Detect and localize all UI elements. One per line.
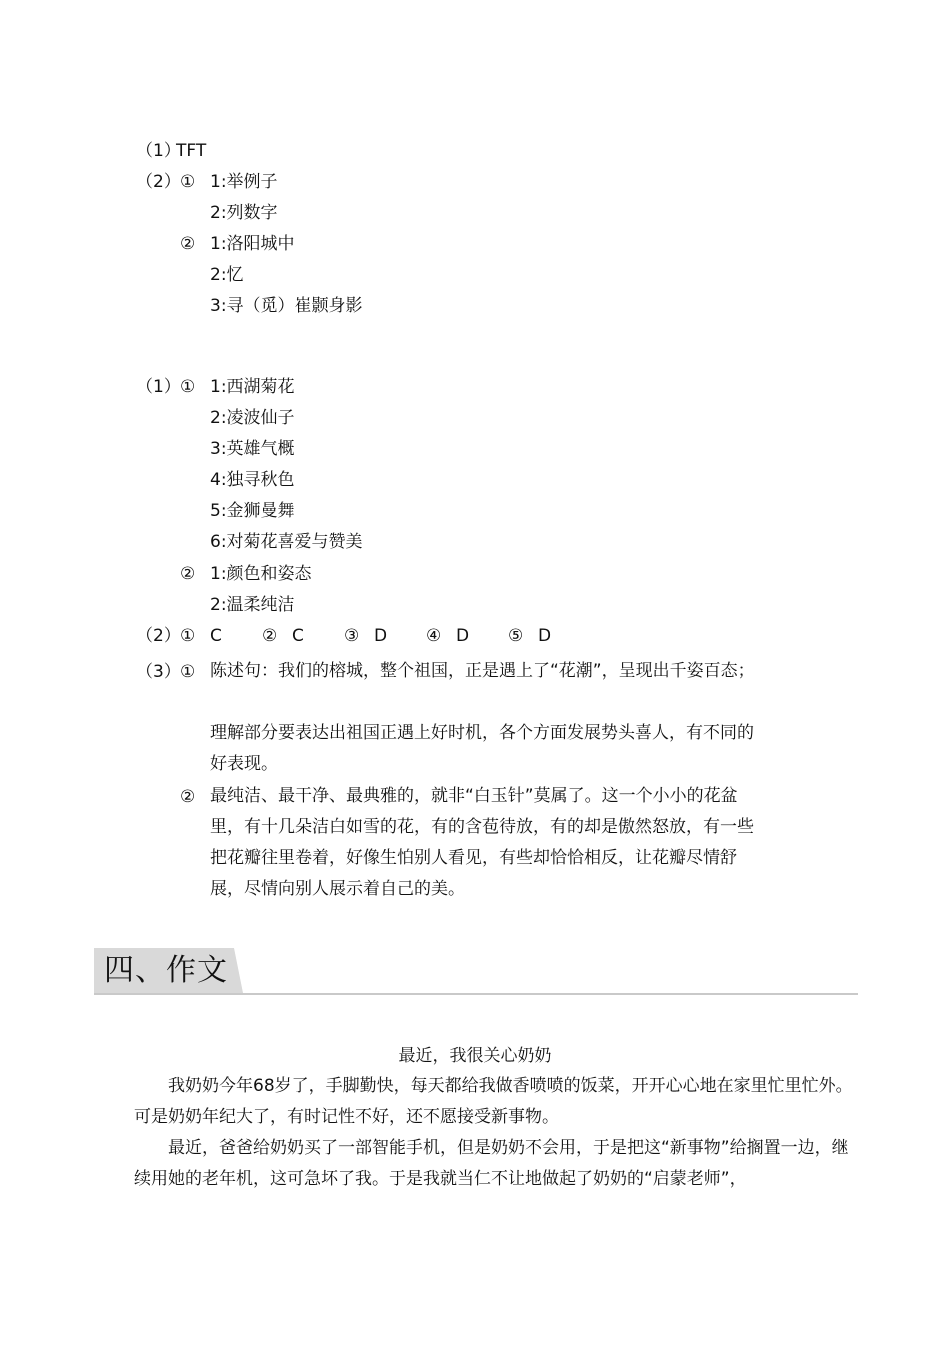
essay-paragraph: 最近，爸爸给奶奶买了一部智能手机，但是奶奶不会用，于是把这“新事物”给搁置一边，继续用她的老年机，这可急坏了我。于是我就当仁不让地做起了奶奶的“启蒙老师”， bbox=[134, 1138, 849, 1189]
q2-sub2-item: 1:洛阳城中 bbox=[210, 234, 295, 254]
p2-q1-sub1-item: 4:独寻秋色 bbox=[210, 470, 295, 490]
q2-sub2-item: 3:寻（觅）崔颢身影 bbox=[210, 296, 363, 316]
p2-q3-number: （3） bbox=[136, 662, 181, 682]
p2-q2-mark: ① bbox=[180, 626, 196, 646]
section-divider bbox=[94, 993, 858, 995]
q2-sub2-item: 2:忆 bbox=[210, 265, 244, 285]
p2-q2-mark: ② bbox=[262, 626, 278, 646]
p2-q2-answer: D bbox=[538, 626, 552, 646]
p2-q2-mark: ④ bbox=[426, 626, 442, 646]
p2-q2-mark: ⑤ bbox=[508, 626, 524, 646]
p2-q1-number: （1） bbox=[136, 377, 181, 397]
essay-paragraph: 我奶奶今年68岁了，手脚勤快，每天都给我做香喷喷的饭菜，开开心心地在家里忙里忙外。可是奶奶年纪大了，有时记性不好，还不愿接受新事物。 bbox=[134, 1076, 853, 1127]
p2-q3-sub1-mark: ① bbox=[180, 662, 196, 682]
p2-q2-number: （2） bbox=[136, 626, 181, 646]
p2-q3-sub1-text: 陈述句：我们的榕城，整个祖国，正是遇上了“花潮”，呈现出千姿百态； bbox=[210, 661, 755, 681]
p2-q1-sub1-item: 6:对菊花喜爱与赞美 bbox=[210, 532, 363, 552]
q2-sub2-mark: ② bbox=[180, 234, 196, 254]
p2-q2-answer: D bbox=[374, 626, 388, 646]
q2-sub1-item: 1:举例子 bbox=[210, 172, 278, 192]
q1-number: （1） bbox=[136, 141, 181, 161]
p2-q1-sub1-item: 1:西湖菊花 bbox=[210, 377, 295, 397]
q2-sub1-item: 2:列数字 bbox=[210, 203, 278, 223]
section-header bbox=[94, 948, 858, 996]
p2-q1-sub2-item: 2:温柔纯洁 bbox=[210, 595, 295, 615]
q2-sub1-mark: ① bbox=[180, 172, 196, 192]
p2-q3-sub2-text: 最纯洁、最干净、最典雅的，就非“白玉针”莫属了。这一个小小的花盆里，有十几朵洁白如雪的花，有的含苞待放，有的却是傲然怒放，有一些把花瓣往里卷着，好像生怕别人看见，有些却恰恰相反，让花瓣尽情舒展，尽情向别人展示着自己的美。 bbox=[210, 786, 754, 899]
p2-q1-sub2-item: 1:颜色和姿态 bbox=[210, 564, 312, 584]
essay-title: 最近，我很关心奶奶 bbox=[398, 1046, 552, 1066]
p2-q1-sub1-item: 3:英雄气概 bbox=[210, 439, 295, 459]
p2-q2-answer: C bbox=[210, 626, 222, 646]
p2-q1-sub2-mark: ② bbox=[180, 564, 196, 584]
p2-q3-sub1-explain: 理解部分要表达出祖国正遇上好时机，各个方面发展势头喜人，有不同的好表现。 bbox=[210, 723, 754, 774]
q1-answer: TFT bbox=[176, 141, 207, 161]
p2-q1-sub1-item: 2:凌波仙子 bbox=[210, 408, 295, 428]
section-title: 四、作文 bbox=[104, 953, 228, 988]
p2-q1-sub1-item: 5:金狮曼舞 bbox=[210, 501, 295, 521]
q2-number: （2） bbox=[136, 172, 181, 192]
p2-q2-answer: C bbox=[292, 626, 304, 646]
p2-q2-mark: ③ bbox=[344, 626, 360, 646]
p2-q2-answer: D bbox=[456, 626, 470, 646]
p2-q1-sub1-mark: ① bbox=[180, 377, 196, 397]
p2-q3-sub2-mark: ② bbox=[180, 787, 196, 807]
